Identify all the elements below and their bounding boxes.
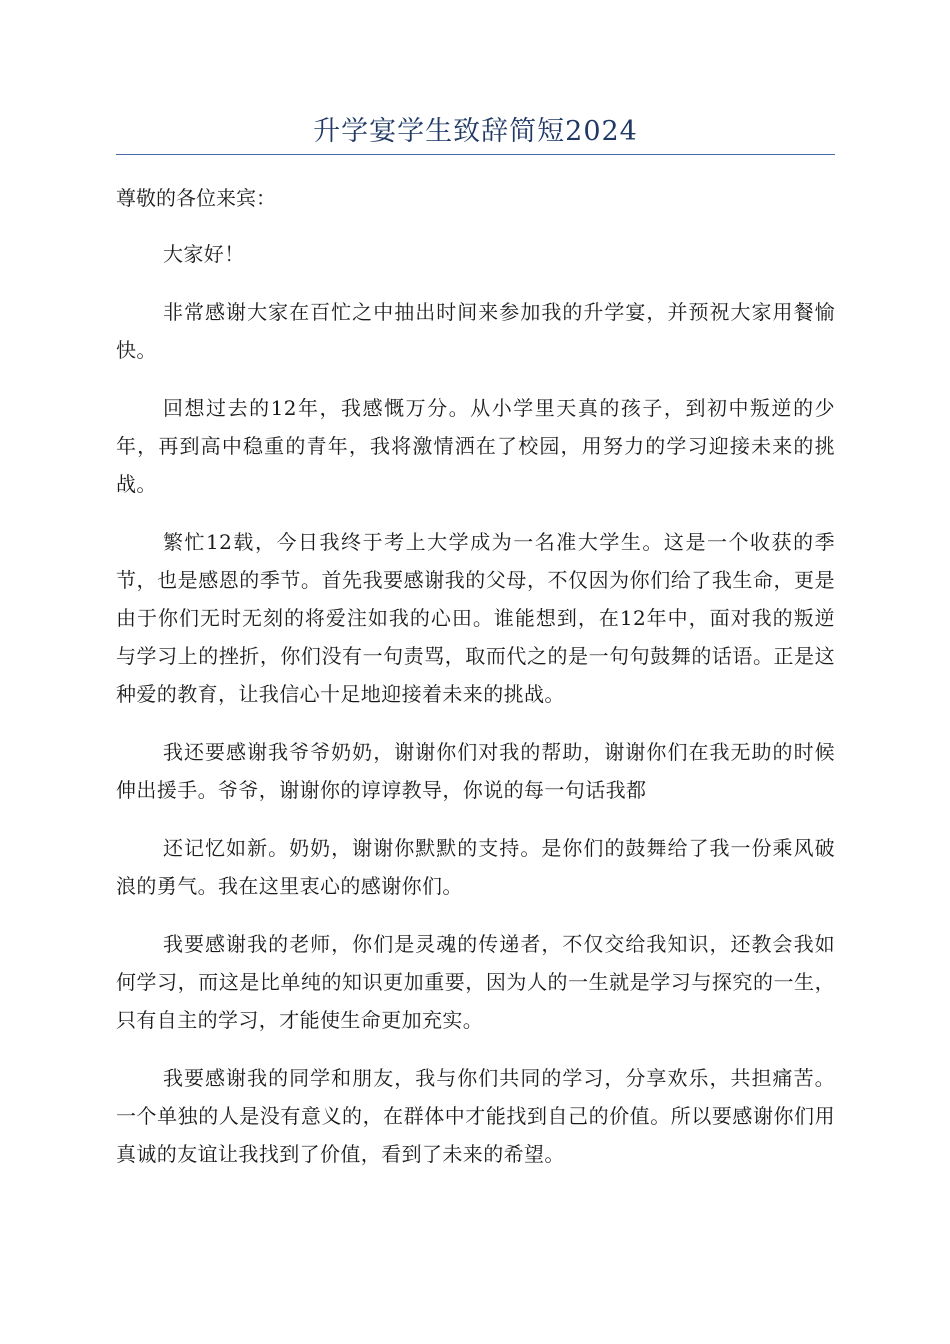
- paragraph-teachers: 我要感谢我的老师，你们是灵魂的传递者，不仅交给我知识，还教会我如何学习，而这是比单纯的知识更加重要，因为人的一生就是学习与探究的一生，只有自主的学习，才能使生命更加充实。: [116, 932, 835, 1032]
- paragraph-parents: 繁忙12载，今日我终于考上大学成为一名准大学生。这是一个收获的季节，也是感恩的季节。首先我要感谢我的父母，不仅因为你们给了我生命，更是由于你们无时无刻的将爱注如我的心田。谁能想到，在12年中，面对我的叛逆与学习上的挫折，你们没有一句责骂，取而代之的是一句句鼓舞的话语。正是这种爱的教育，让我信心十足地迎接着未来的挑战。: [116, 530, 835, 706]
- paragraph-grandparents: 我还要感谢我爷爷奶奶，谢谢你们对我的帮助，谢谢你们在我无助的时候伸出援手。爷爷，谢谢你的谆谆教导，你说的每一句话我都: [116, 740, 835, 802]
- paragraph-grandparents-cont: 还记忆如新。奶奶，谢谢你默默的支持。是你们的鼓舞给了我一份乘风破浪的勇气。我在这里衷心的感谢你们。: [116, 836, 835, 898]
- paragraph-greeting: 大家好！: [163, 242, 245, 266]
- title-underline: [116, 154, 835, 155]
- paragraph-thanks: 非常感谢大家在百忙之中抽出时间来参加我的升学宴，并预祝大家用餐愉快。: [116, 300, 835, 362]
- document-title: 升学宴学生致辞简短2024: [313, 116, 638, 147]
- document-page: [116, 112, 835, 1173]
- paragraph-recollection: 回想过去的12年，我感慨万分。从小学里天真的孩子，到初中叛逆的少年，再到高中稳重的青年，我将激情洒在了校园，用努力的学习迎接未来的挑战。: [116, 396, 835, 496]
- salutation: 尊敬的各位来宾：: [116, 186, 276, 210]
- paragraph-friends: 我要感谢我的同学和朋友，我与你们共同的学习，分享欢乐，共担痛苦。一个单独的人是没有意义的，在群体中才能找到自己的价值。所以要感谢你们用真诚的友谊让我找到了价值，看到了未来的希望。: [116, 1066, 835, 1166]
